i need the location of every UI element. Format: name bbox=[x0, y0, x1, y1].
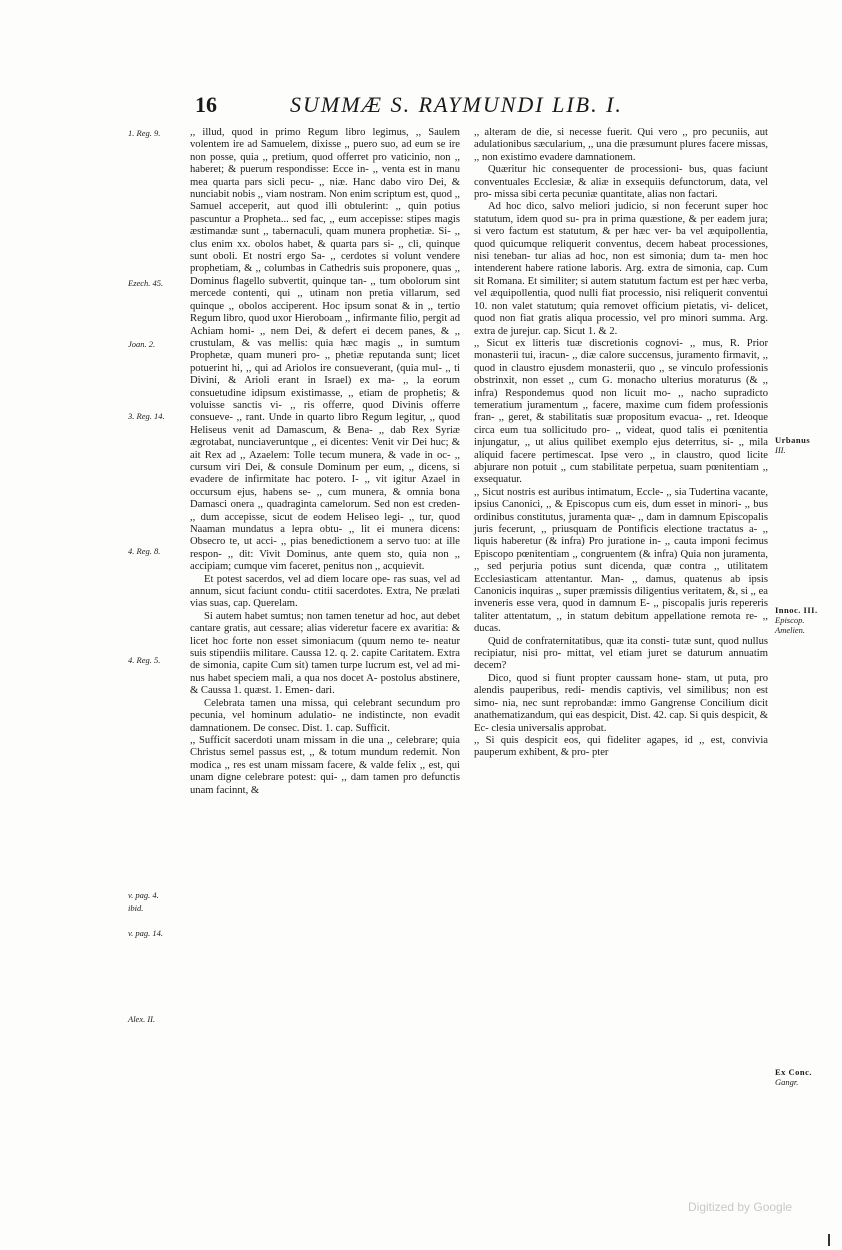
paragraph: Celebrata tamen una missa, qui celebrant secundum pro pecunia, vel hominum adulatio- ne indistincte, non evadit damnationem. De consec. Dist. 1. cap. Sufficit. bbox=[190, 697, 460, 734]
margin-note-right-author: Urbanus bbox=[775, 435, 811, 445]
left-text-column bbox=[190, 127, 460, 797]
margin-note-left: ibid. bbox=[128, 903, 144, 913]
margin-note-left: 4. Reg. 8. bbox=[128, 546, 161, 556]
paragraph: ,, Sufficit sacerdoti unam missam in die una ,, celebrare; quia Christus semel passus est, ,, & totum mundum redemit. Non modica ,, res est unam missam facere, & valde felix ,, est, qui unam digne celebrare potest: qui- ,, dam tamen pro defunctis unam facinnt, & bbox=[190, 734, 460, 796]
page-header bbox=[195, 92, 715, 122]
page-number: 16 bbox=[195, 92, 217, 117]
margin-note-right-detail: Episcop. Amelien. bbox=[775, 615, 805, 635]
margin-note-left: Ezech. 45. bbox=[128, 278, 164, 288]
paragraph: Dico, quod si fiunt propter caussam hone- stam, ut puta, pro alendis pauperibus, redi- mendis captivis, vel similibus; non est simo- nia, nec sunt reprobandæ: immo Gangrense Concilium dicit anathematizandum, qui eas despicit, Dist. 42. cap. Si quis despicit, & Ec- clesia universalis approbat. bbox=[474, 672, 768, 734]
margin-note-right-author: Innoc. III. bbox=[775, 605, 818, 615]
paragraph: Si autem habet sumtus; non tamen tenetur ad hoc, aut debet cantare gratis, aut cessare; alias videretur facere ex avaritia: & licet hoc forte non esset simoniacum (quum nemo te- neatur suis stipendiis militare. Caussa 12. q. 2. capite Caritatem. Extra de simonia, capite Cum sit) tamen turpe lucrum est, vel ad mi- nus habet speciem mali, a qua nos docet A- postolus abstinere, & Caussa 1. quæst. 1. Emen- dari. bbox=[190, 610, 460, 697]
paragraph: Quid de confraternitatibus, quæ ita consti- tutæ sunt, quod nullus recipiatur, nisi pro- mittat, vel etiam juret se daturum annuatim decem? bbox=[474, 635, 768, 672]
margin-note-left: 3. Reg. 14. bbox=[128, 411, 165, 421]
margin-note-right bbox=[775, 605, 835, 635]
scan-edge-mark bbox=[828, 1234, 830, 1246]
running-title: SUMMÆ S. RAYMUNDI LIB. I. bbox=[290, 92, 623, 117]
margin-note-left: Alex. II. bbox=[128, 1014, 156, 1024]
margin-note-left: Joan. 2. bbox=[128, 339, 156, 349]
paragraph: ,, Sicut nostris est auribus intimatum, Eccle- ,, sia Tudertina vacante, ipsius Canonici, ,, & Episcopus cum eis, dum esset in minori- ,, bus ordinibus constitutus, juramenta quæ- ,, dam in damnum Episcopalis juris fecerunt, ,, priusquam de Pontificis electione tractatus a- ,, liquis haberetur (& infra) Pro juratione in- ,, cauta imponi fecimus Episcopo pœnitentiam ,, congruentem (& infra) Quia non juramenta, ,, sed perjuria potius sunt dicenda, quæ contra ,, utilitatem Ecclesiasticam attentantur. Man- ,, damus, quatenus ab ipsis Canonicis inquiras ,, super præmissis diligentius veritatem, &, si ,, ea inveneris esse vera, quod in damnum E- ,, piscopalis juris repereris taliter attentatum, ,, in statum debitum appellatione remota re- ,, ducas. bbox=[474, 486, 768, 635]
margin-note-left: 1. Reg. 9. bbox=[128, 128, 161, 138]
margin-note-right-detail: III. bbox=[775, 445, 786, 455]
paragraph: ,, illud, quod in primo Regum libro legimus, ,, Saulem volentem ire ad Samuelem, dixisse ,, puero suo, ad eum se ire non posse, quia ,, pretium, quod offerret pro vaticinio, non ,, haberet; & puerum respondisse: Ecce in- ,, venta est in manu mea quarta pars sicli pecu- ,, niæ. Hanc dabo viro Dei, & nunciabit nobis ,, viam nostram. Non enim scriptum est, quod ,, Samuel acceperit, aut quod illi obtulerint: ,, quin potius pascuntur a Propheta... sed fac, ,, eum accepisse: stipes magis æstimandæ sunt ,, tabernaculi, quam munera prophetiæ. Si- ,, clus enim xx. obolos habet, & quarta pars si- ,, cli, quinque sunt oboli. Et nostri ergo Sa- ,, cerdotes si volunt vendere prophetiam, & ,, columbas in Cathedris suis proponere, quas ,, Dominus flagello subvertit, quinque tan- ,, tum obolorum sint mercede contenti, qui ,, utinam non pretia villarum, sed quinque ,, obolos acciperent. Hoc ipsum sonat & in ,, tertio Regum libro, quod uxor Hieroboam ,, infirmante filio, pergit ad Achiam homi- ,, nem Dei, & defert ei decem panes, & ,, crustulam, & vas mellis: quia hæc magis ,, in sumtum Prophetæ, quam muneri pro- ,, phetiæ reputanda sunt; licet potuerint hi, ,, qui ad Ariolos ire consueverant, (quia mul- ,, ti Divini, & Arioli erant in Israel) ex ma- ,, la eorum consuetudine idipsum existimasse, ,, etiam de prophetis; & voluisse sanctis vi- ,, ris offerre, quod Divinis offerre consueve- ,, rant. Unde in quarto libro Regum legitur, ,, quod Heliseus venit ad Damascum, & Bena- ,, dab Rex Syriæ ægrotabat, nunciaveruntque ,, ei dicentes: Venit vir Dei huc; & ait Rex ad ,, Azaelem: Tolle tecum munera, & vade in oc- ,, cursum viri Dei, & consule Dominum per eum, ,, dicens, si evadere de infirmitate hac potero. I- ,, vit igitur Azael in occursum ejus, habens se- ,, cum munera, & omnia bona Damasci onera ,, quadraginta camelorum. Sed non est creden- ,, dum accepisse, sicut de eodem Heliseo legi- ,, tur, quod Naaman mundatus a lepra obtu- ,, lit ei munera dicens: Obsecro te, ut acci- ,, pias benedictionem a servo tuo: at ille respon- ,, dit: Vivit Dominus, ante quem sto, quia non ,, accipiam; cumque vim faceret, penitus non ,, acquievit. bbox=[190, 127, 460, 573]
margin-note-left: 4. Reg. 5. bbox=[128, 655, 161, 665]
paragraph: ,, Sicut ex litteris tuæ discretionis cognovi- ,, mus, R. Prior monasterii tui, iracun- ,, diæ calore succensus, juramento firmavit, ,, quod in claustro ejusdem monasterii, quo ,, se vinculo professionis obstrinxit, non esset ,, cum G. monacho ulterius moraturus (& ,, infra) Respondemus quod non licuit mo- ,, nacho supradicto temeratium juramentum ,, facere, maxime cum fidem professionis fran- ,, geret, & stabilitatis suæ propositum evacua- ,, ret. Ideoque circa eum tua sollicitudo pro- ,, videat, quod talis ei pœnitentia injungatur, ,, ut alius quilibet exemplo ejus deterritus, si- ,, mila aliquid facere pertimescat. Ipse vero ,, in claustro, quod licite abjurare non potuit ,, cum stabilitate perpetua, suam pœnitentiam ,, exsequatur. bbox=[474, 337, 768, 486]
paragraph: Quæritur hic consequenter de processioni- bus, quas faciunt conventuales Ecclesiæ, & aliæ in exsequiis defunctorum, data, vel pro- missa sibi certa pecuniæ quantitate, alias non factari. bbox=[474, 164, 768, 201]
paragraph: Et potest sacerdos, vel ad diem locare ope- ras suas, vel ad annum, sicut faciunt condu- ctitii sacerdotes. Extra, Ne prælati vias suas, cap. Querelam. bbox=[190, 573, 460, 610]
margin-note-left: v. pag. 14. bbox=[128, 928, 164, 938]
paragraph: ,, Si quis despicit eos, qui fideliter agapes, id ,, est, convivia pauperum exhibent, & pro- pter bbox=[474, 734, 768, 759]
right-text-column bbox=[474, 127, 768, 760]
margin-note-right bbox=[775, 1067, 835, 1087]
margin-note-left: v. pag. 4. bbox=[128, 890, 159, 900]
margin-note-right bbox=[775, 435, 835, 455]
margin-note-right-detail: Gangr. bbox=[775, 1077, 799, 1087]
paragraph: Ad hoc dico, salvo meliori judicio, si non fecerunt super hoc statutum, idem quod su- pra in prima quæstione, & per eadem jura; si vero factum est statutum, & per hæc ver- ba vel æquipollentia, quod quicumque reliquerit conventus, decem habeat processiones, nisi teneban- tur alias ad hoc, non est simonia; dum ta- men hoc intenderent habere ratione laboris. Arg. extra de simonia, cap. Cum sit Romana. Et similiter; si autem statutum factum est per hæc verba, vel æquipollentia, quod nulli fiat processio, nisi reliquerit conventui 10. non valet statutum; quia removet officium pietatis, vi- delicet, quod non fiat gratis aliqua processio, vel pro minori summa. Arg. extra de jurejur. cap. Sicut 1. & 2. bbox=[474, 201, 768, 337]
margin-note-right-author: Ex Conc. bbox=[775, 1067, 813, 1077]
digitization-watermark: Digitized by Google bbox=[688, 1200, 793, 1214]
paragraph: ,, alteram de die, si necesse fuerit. Qui vero ,, pro pecuniis, aut adulationibus sæcularium, ,, una die præsumunt plures facere missas, ,, non existimo evadere damnationem. bbox=[474, 127, 768, 163]
